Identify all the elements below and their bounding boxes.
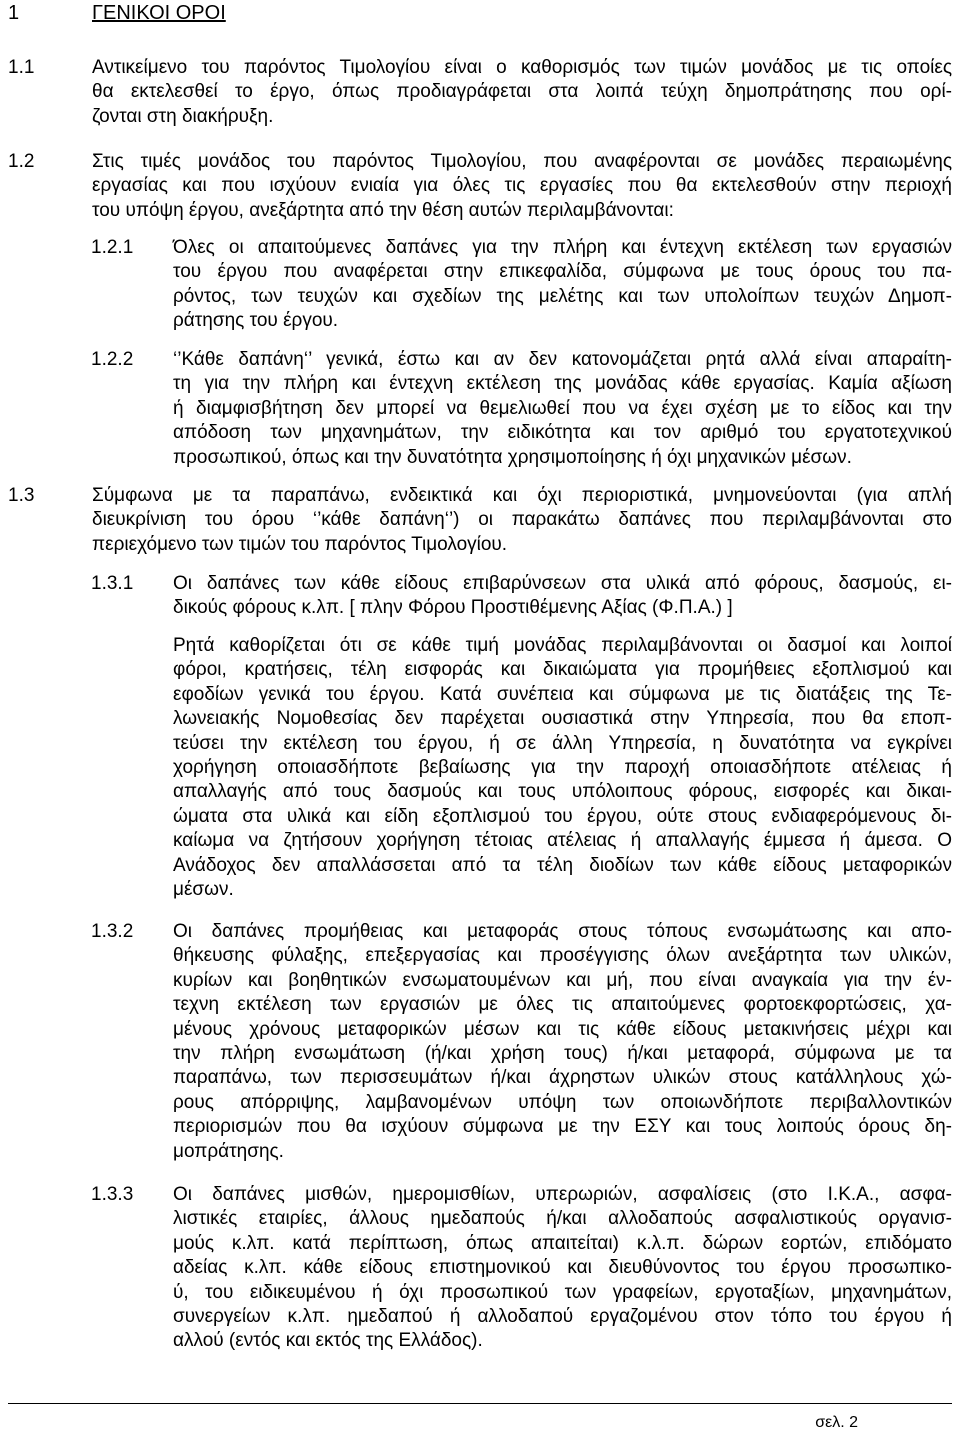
paragraph-line: λωνειακής Νομοθεσίας δεν παρέχεται ουσιαστικά στην Υπηρεσία, που θα εποπ-: [173, 708, 952, 729]
paragraph-line: ύ, του ειδικευμένου ή όχι προσωπικού των γραφείων, εργοταξίων, μηχανημάτων,: [173, 1282, 952, 1303]
paragraph-line: δικούς φόρους κ.λπ. [ πλην Φόρου Προστιθέμενης Αξίας (Φ.Π.Α.) ]: [173, 597, 733, 618]
paragraph-number: 1.2: [8, 151, 35, 172]
paragraph-line: θα εκτελεσθεί το έργο, όπως προδιαγράφεται στα λοιπά τεύχη δημοπράτησης που ορί-: [92, 81, 952, 102]
paragraph-line: χορήγηση οποιασδήποτε βεβαίωσης για την παροχή οποιασδήποτε ατέλειας ή: [173, 757, 952, 778]
paragraph-number: 1.2.1: [91, 237, 134, 258]
paragraph-line: ‘’Κάθε δαπάνη‘’ γενικά, έστω και αν δεν κατονομάζεται ρητά αλλά είναι απαραίτη-: [173, 349, 952, 370]
paragraph-line: φόροι, κρατήσεις, τέλη εισφοράς και δικαιώματα για προμήθειες εξοπλισμού και: [173, 659, 952, 680]
paragraph-line: Ανάδοχος δεν απαλλάσσεται από τα τέλη διοδίων των κάθε είδους μεταφορικών: [173, 855, 952, 876]
paragraph-line: προσωπικού, όπως και την δυνατότητα χρησιμοποίησης ή όχι μηχανικών μέσων.: [173, 447, 852, 468]
paragraph-line: κυρίων και βοηθητικών ενσωματουμένων και μή, που είναι αναγκαία για την έν-: [173, 970, 952, 991]
paragraph-line: περιεχόμενο των τιμών του παρόντος Τιμολογίου.: [92, 534, 508, 555]
paragraph-line: ή διαμφισβήτηση δεν μπορεί να θεμελιωθεί που να έχει σχέση με το είδος και την: [173, 398, 952, 419]
paragraph-line: ράτησης του έργου.: [173, 310, 339, 331]
paragraph-line: του έργου που αναφέρεται στην επικεφαλίδα, σύμφωνα με τους όρους του πα-: [173, 261, 952, 282]
paragraph-number: 1.2.2: [91, 349, 134, 370]
paragraph-line: Όλες οι απαιτούμενες δαπάνες για την πλήρη και έντεχνη εκτέλεση των εργασιών: [173, 237, 952, 258]
paragraph-line: ζονται στη διακήρυξη.: [92, 106, 274, 127]
paragraph-number: 1.1: [8, 57, 35, 78]
paragraph-line: ρους απόρριψης, λαμβανομένων υπόψη των οποιωνδήποτε περιβαλλοντικών: [173, 1092, 952, 1113]
paragraph-line: απόδοση των μηχανημάτων, την ειδικότητα και τον αριθμό του εργατοτεχνικού: [173, 422, 952, 443]
paragraph-number: 1.3: [8, 485, 35, 506]
paragraph-line: τεύσει την εκτέλεση του έργου, ή σε άλλη Υπηρεσία, η δυνατότητα να εγκρίνει: [173, 733, 952, 754]
paragraph-number: 1.3.1: [91, 573, 134, 594]
paragraph-line: του υπόψη έργου, ανεξάρτητα από την θέση αυτών περιλαμβάνονται:: [92, 200, 674, 221]
paragraph-line: περιορισμών που θα ισχύουν σύμφωνα με την ΕΣΥ και τους λοιπούς όρους δη-: [173, 1116, 952, 1137]
paragraph-line: θήκευσης φύλαξης, επεξεργασίας και προσέγγισης όλων ανεξάρτητα των υλικών,: [173, 945, 952, 966]
paragraph-line: μέσων.: [173, 879, 234, 900]
paragraph-line: Σύμφωνα με τα παραπάνω, ενδεικτικά και όχι περιοριστικά, μνημονεύονται (για απλή: [92, 485, 952, 506]
paragraph-line: Στις τιμές μονάδος του παρόντος Τιμολογίου, που αναφέρονται σε μονάδες περαιωμένης: [92, 151, 952, 172]
paragraph-number: 1.3.3: [91, 1184, 134, 1205]
paragraph-line: εργασίας και που ισχύουν ενιαία για όλες τις εργασίες που θα εκτελεσθούν στην περιοχή: [92, 175, 952, 196]
section-title: ΓΕΝΙΚΟΙ ΟΡΟΙ: [92, 2, 226, 24]
paragraph-line: αδείας κ.λπ. κάθε είδους επιστημονικού και διευθύνοντος του έργου προσωπικο-: [173, 1257, 952, 1278]
paragraph-line: τη για την πλήρη και έντεχνη εκτέλεση της μονάδας κάθε εργασίας. Καμία αξίωση: [173, 373, 952, 394]
paragraph-line: συνεργείων κ.λπ. ημεδαπού ή αλλοδαπού εργαζομένου στον τόπο του έργου ή: [173, 1306, 952, 1327]
paragraph-line: ώματα στα υλικά και είδη εξοπλισμού του έργου, ούτε στους ενδιαφερόμενους δι-: [173, 806, 952, 827]
paragraph-number: 1.3.2: [91, 921, 134, 942]
paragraph-line: ρόντος, των τευχών και σχεδίων της μελέτης και των υπολοίπων τευχών Δημοπ-: [173, 286, 952, 307]
footer-divider: [8, 1403, 952, 1404]
paragraph-line: αλλού (εντός και εκτός της Ελλάδος).: [173, 1330, 483, 1351]
paragraph-line: Αντικείμενο του παρόντος Τιμολογίου είναι ο καθορισμός των τιμών μονάδος με τις οποίες: [92, 57, 952, 78]
paragraph-line: διευκρίνιση του όρου ‘’κάθε δαπάνη‘’) οι παρακάτω δαπάνες που περιλαμβάνονται στο: [92, 509, 952, 530]
section-number: 1: [8, 2, 20, 24]
paragraph-line: Οι δαπάνες μισθών, ημερομισθίων, υπερωριών, ασφαλίσεις (στο Ι.Κ.Α., ασφα-: [173, 1184, 952, 1205]
paragraph-line: καίωμα να ζητήσουν χορήγηση τέτοιας ατέλειας ή απαλλαγής έμμεσα ή άμεσα. Ο: [173, 830, 952, 851]
paragraph-line: παραπάνω, των περισσευμάτων ή/και άχρηστων υλικών στους κατάλληλους χώ-: [173, 1067, 952, 1088]
paragraph-line: απαλλαγής από τους δασμούς και τους υπόλοιπους φόρους, εισφορές και δικαι-: [173, 781, 952, 802]
paragraph-line: Ρητά καθορίζεται ότι σε κάθε τιμή μονάδας περιλαμβάνονται οι δασμοί και λοιποί: [173, 635, 952, 656]
paragraph-line: τεχνη εκτέλεση των εργασιών με όλες τις απαιτούμενες φορτοεκφορτώσεις, χα-: [173, 994, 952, 1015]
paragraph-line: εφοδίων γενικά του έργου. Κατά συνέπεια και σύμφωνα με τις διατάξεις της Τε-: [173, 684, 952, 705]
page-number: σελ. 2: [815, 1414, 858, 1431]
paragraph-line: μούς κ.λπ. κατά περίπτωση, όπως απαιτείται) κ.λ.π. δώρων εορτών, επιδόματο: [173, 1233, 952, 1254]
paragraph-line: την πλήρη ενσωμάτωση (ή/και χρήση τους) ή/και μεταφορά, σύμφωνα με τα: [173, 1043, 952, 1064]
paragraph-line: μένους χρόνους μεταφορικών μέσων και τις κάθε είδους μετακινήσεις μέχρι και: [173, 1019, 952, 1040]
paragraph-line: λιστικές εταιρίες, άλλους ημεδαπούς ή/και αλλοδαπούς ασφαλιστικούς οργανισ-: [173, 1208, 952, 1229]
paragraph-line: Οι δαπάνες των κάθε είδους επιβαρύνσεων στα υλικά από φόρους, δασμούς, ει-: [173, 573, 952, 594]
paragraph-line: μοπράτησης.: [173, 1141, 284, 1162]
paragraph-line: Οι δαπάνες προμήθειας και μεταφοράς στους τόπους ενσωμάτωσης και απο-: [173, 921, 952, 942]
